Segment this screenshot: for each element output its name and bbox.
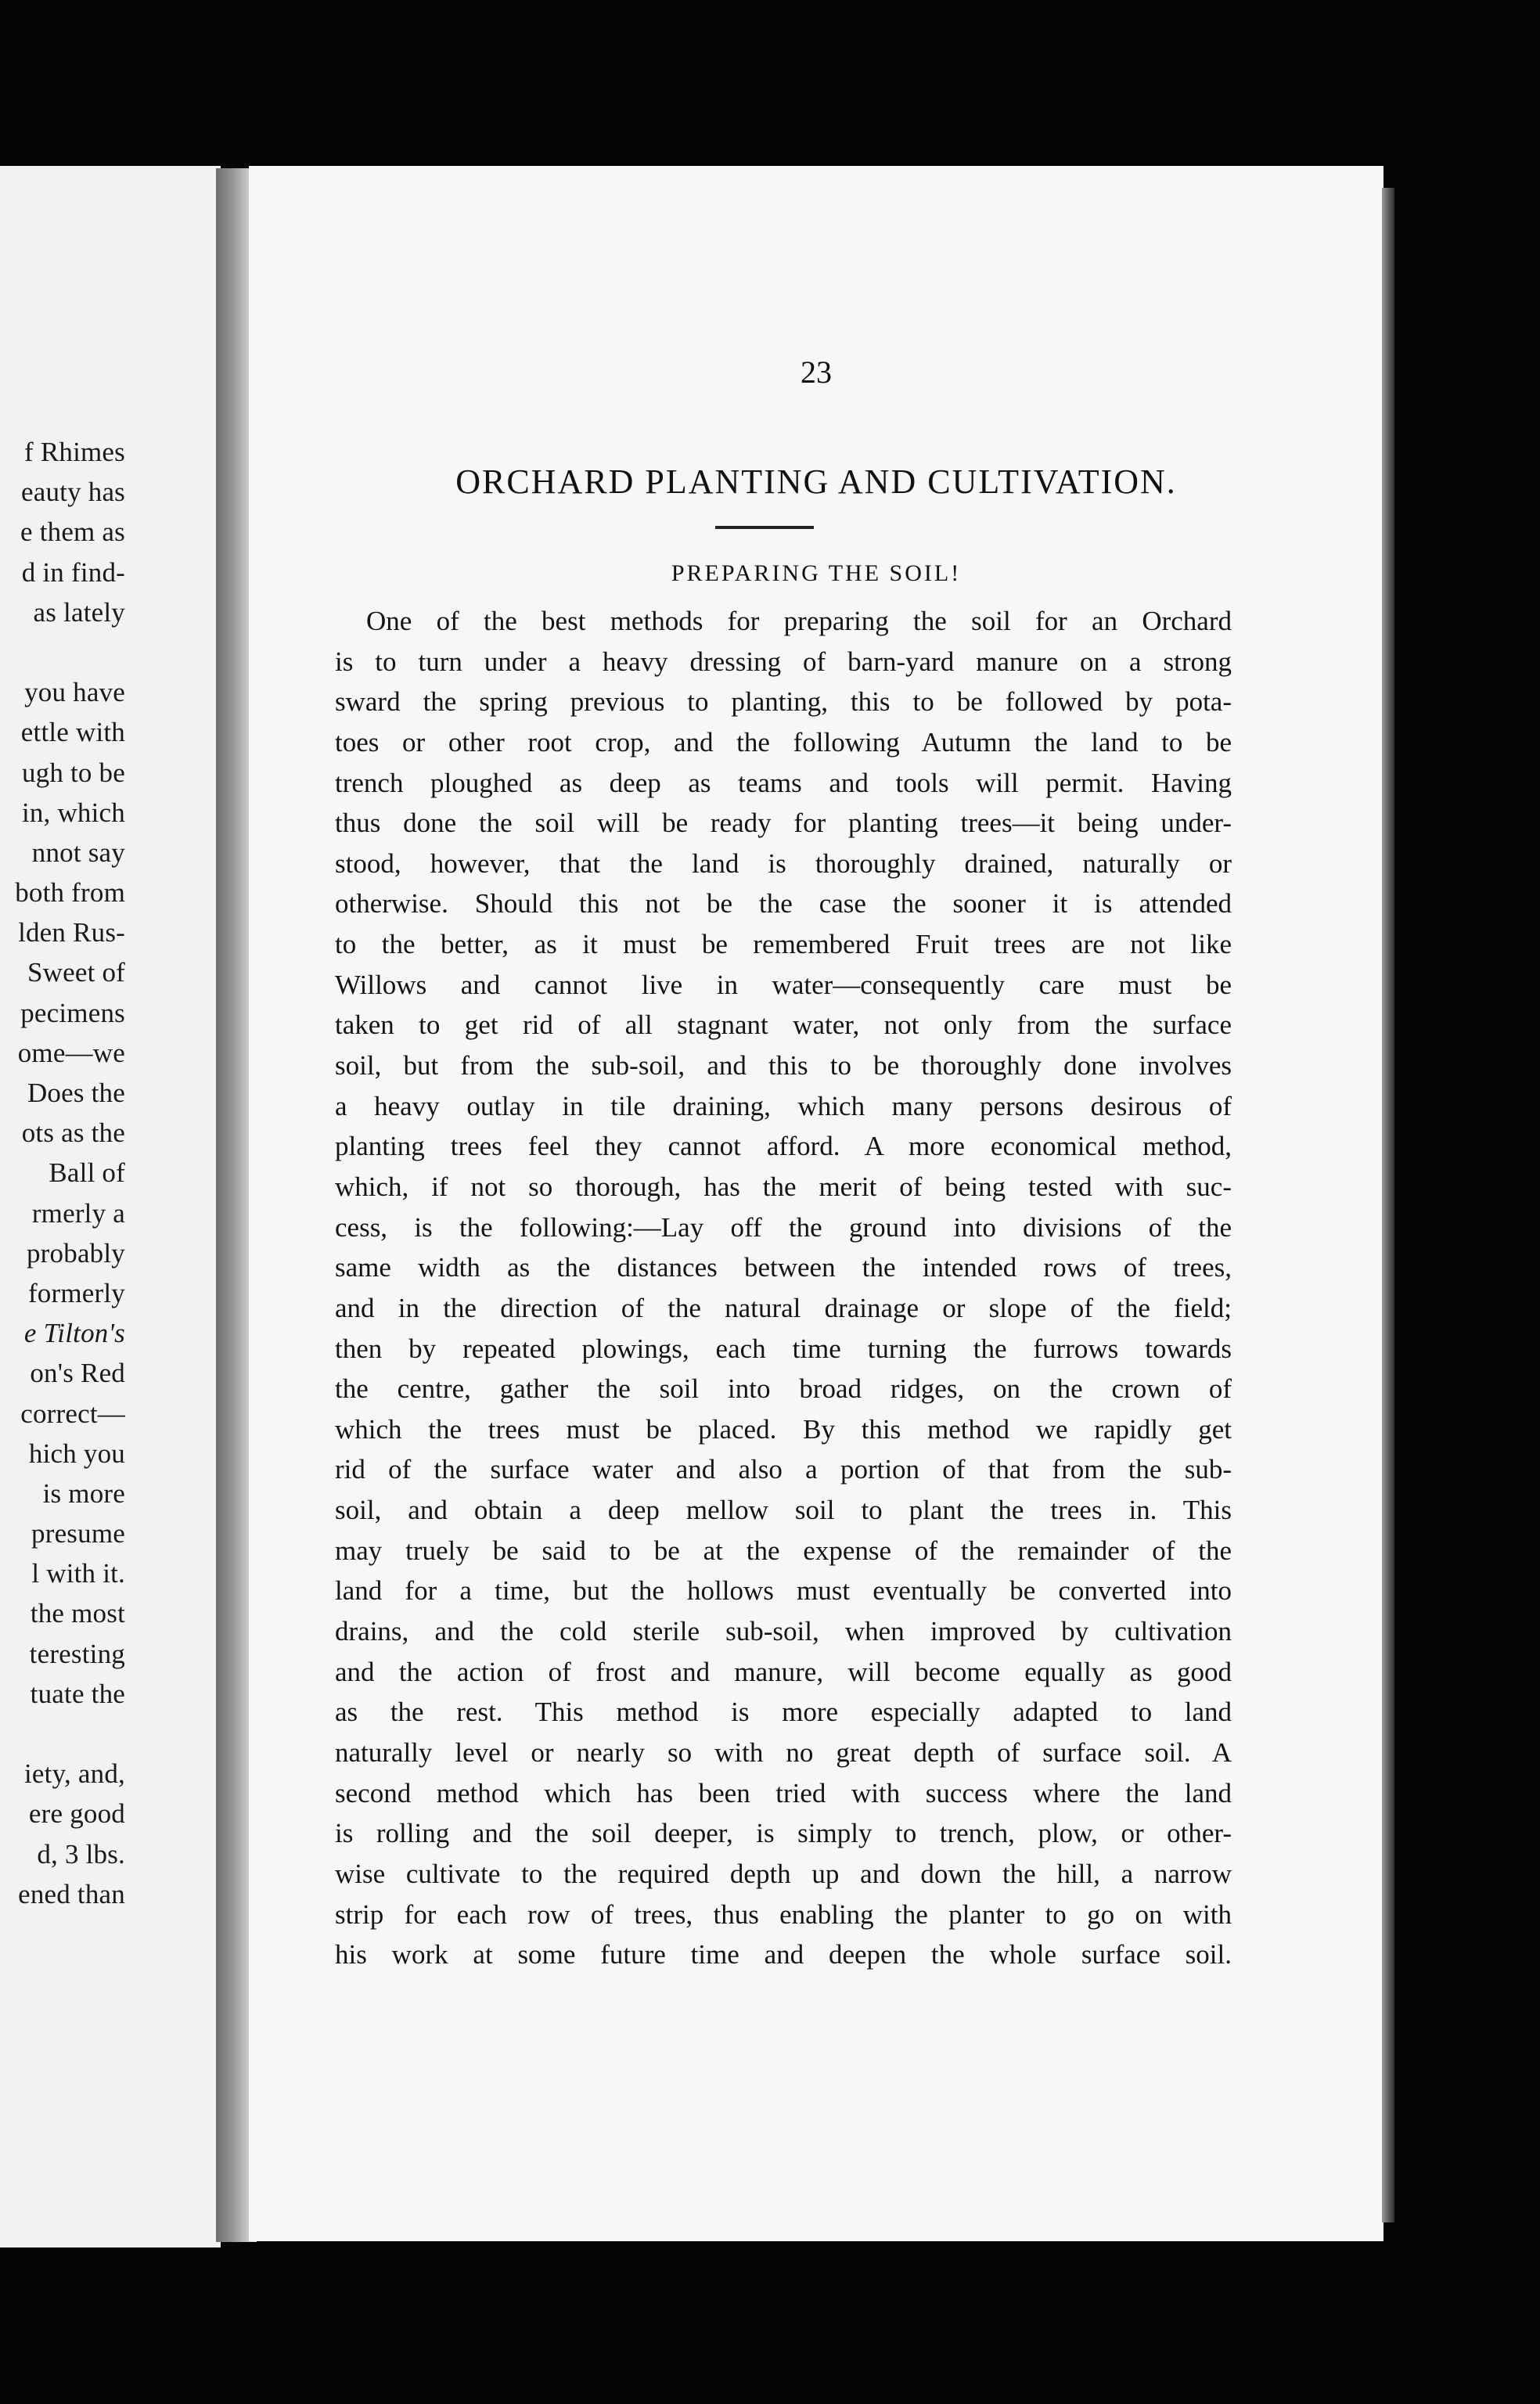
previous-page-line: you have <box>24 677 125 708</box>
body-line: a heavy outlay in tile draining, which many persons desirous of <box>335 1090 1232 1121</box>
body-line: the centre, gather the soil into broad ridges, on the crown of <box>335 1373 1232 1405</box>
body-line: and the action of frost and manure, will become equally as good <box>335 1656 1232 1687</box>
previous-page-line: e Tilton's <box>23 1318 125 1349</box>
previous-page-line: d, 3 lbs. <box>37 1838 125 1870</box>
previous-page-line: ugh to be <box>21 757 125 788</box>
body-line: is to turn under a heavy dressing of barn-yard manure on a strong <box>335 646 1232 677</box>
body-line: otherwise. Should this not be the case the sooner it is attended <box>335 888 1232 919</box>
body-paragraph <box>335 601 1232 1975</box>
previous-page-line: ened than <box>18 1878 125 1909</box>
body-line: is rolling and the soil deeper, is simply to trench, plow, or other- <box>335 1818 1232 1849</box>
previous-page-line: hich you <box>28 1438 125 1469</box>
body-line: cess, is the following:—Lay off the ground into divisions of the <box>335 1211 1232 1243</box>
body-line: drains, and the cold sterile sub-soil, when improved by cultivation <box>335 1616 1232 1647</box>
previous-page-line: nnot say <box>31 837 125 868</box>
previous-page-line: is more <box>42 1477 125 1509</box>
body-line: sward the spring previous to planting, this to be followed by pota- <box>335 686 1232 718</box>
previous-page-line: f Rhimes <box>24 437 125 467</box>
previous-page-line: formerly <box>27 1277 125 1308</box>
page-edge-shadow <box>1382 188 1394 2222</box>
body-line: stood, however, that the land is thoroughly drained, naturally or <box>335 848 1232 879</box>
previous-page-line: both from <box>15 877 125 909</box>
body-line: taken to get rid of all stagnant water, not only from the surface <box>335 1009 1232 1041</box>
title-rule <box>715 526 814 529</box>
body-line: then by repeated plowings, each time turning the furrows towards <box>335 1333 1232 1364</box>
section-heading: PREPARING THE SOIL! <box>671 560 962 586</box>
previous-page-line: as lately <box>33 596 125 628</box>
previous-page-line: e them as <box>20 516 125 548</box>
previous-page-line: ots as the <box>21 1117 125 1149</box>
previous-page-line: tuate the <box>30 1678 125 1709</box>
body-line: soil, but from the sub-soil, and this to be thoroughly done involves <box>335 1050 1232 1081</box>
body-line: land for a time, but the hollows must eventually be converted into <box>335 1575 1232 1607</box>
previous-page-line: the most <box>30 1598 125 1629</box>
previous-page-line: ere good <box>28 1798 125 1830</box>
body-line: trench ploughed as deep as teams and tools will permit. Having <box>335 767 1232 798</box>
body-line: planting trees feel they cannot afford. A more economical method, <box>335 1131 1232 1162</box>
previous-page-fragment <box>0 166 221 2247</box>
current-page <box>249 166 1383 2241</box>
body-line: naturally level or nearly so with no great depth of surface soil. A <box>335 1736 1232 1768</box>
previous-page-line: Ball of <box>49 1157 125 1189</box>
previous-page-line: ome—we <box>17 1037 125 1068</box>
body-line: may truely be said to be at the expense of the remainder of the <box>335 1535 1232 1566</box>
previous-page-text <box>15 432 125 1914</box>
body-line: as the rest. This method is more especially adapted to land <box>335 1697 1232 1728</box>
body-line: his work at some future time and deepen the whole surface soil. <box>335 1939 1232 1970</box>
body-line: rid of the surface water and also a portion of that from the sub- <box>335 1454 1232 1485</box>
previous-page-line: on's Red <box>30 1358 125 1389</box>
previous-page-line: l with it. <box>31 1558 125 1589</box>
body-line: Willows and cannot live in water—consequently care must be <box>335 969 1232 1000</box>
chapter-title: ORCHARD PLANTING AND CULTIVATION. <box>455 462 1177 501</box>
body-line: and in the direction of the natural drainage or slope of the field; <box>335 1292 1232 1323</box>
body-line: strip for each row of trees, thus enabling the planter to go on with <box>335 1898 1232 1930</box>
previous-page-line: Sweet of <box>27 957 125 988</box>
previous-page-line: iety, and, <box>24 1758 125 1790</box>
previous-page-line: d in find- <box>21 556 125 588</box>
previous-page-line: probably <box>26 1237 125 1269</box>
body-line: wise cultivate to the required depth up and down the hill, a narrow <box>335 1858 1232 1889</box>
previous-page-line: correct— <box>20 1398 125 1429</box>
previous-page-line: teresting <box>29 1638 125 1669</box>
body-line: soil, and obtain a deep mellow soil to plant the trees in. This <box>335 1495 1232 1526</box>
previous-page-line: Does the <box>27 1078 125 1108</box>
previous-page-line: eauty has <box>21 477 125 508</box>
previous-page-line: rmerly a <box>31 1197 125 1229</box>
previous-page-line: presume <box>31 1518 125 1549</box>
page-number: 23 <box>801 354 832 390</box>
previous-page-line: ettle with <box>20 717 125 748</box>
body-line: toes or other root crop, and the following Autumn the land to be <box>335 726 1232 758</box>
body-line: One of the best methods for preparing the soil for an Orchard <box>366 606 1232 636</box>
body-line: thus done the soil will be ready for planting trees—it being under- <box>335 808 1232 839</box>
body-line: same width as the distances between the intended rows of trees, <box>335 1252 1232 1283</box>
body-line: second method which has been tried with success where the land <box>335 1777 1232 1808</box>
previous-page-line: in, which <box>21 797 125 828</box>
previous-page-line: lden Rus- <box>18 917 125 948</box>
body-line: to the better, as it must be remembered Fruit trees are not like <box>335 929 1232 960</box>
previous-page-line <box>15 632 125 672</box>
previous-page-line <box>15 1714 125 1754</box>
body-line: which the trees must be placed. By this method we rapidly get <box>335 1413 1232 1445</box>
previous-page-line: pecimens <box>20 997 125 1028</box>
body-line: which, if not so thorough, has the merit of being tested with suc- <box>335 1171 1232 1202</box>
